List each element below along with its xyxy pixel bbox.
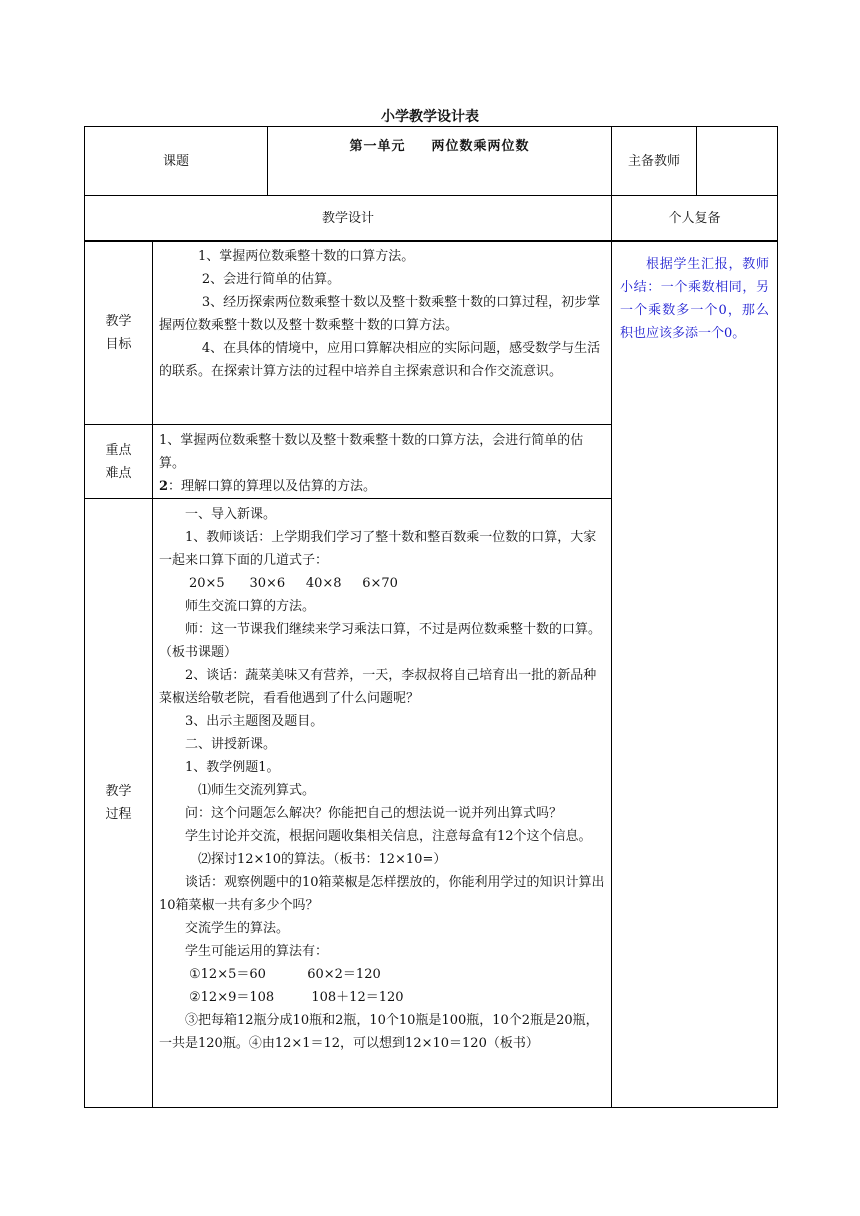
goal-item: 1、掌握两位数乘整十数的口算方法。 [198, 249, 415, 264]
document-title: 小学教学设计表 [381, 109, 479, 125]
process-line: 2、谈话：蔬菜美味又有营养，一天，李叔叔将自己培育出一批的新品种菜椒送给敬老院，看看他遇到了什么问题呢？ [159, 668, 597, 706]
key-points-content [153, 425, 612, 499]
process-line: 20×5 30×6 40×8 6×70 [189, 576, 398, 591]
process-line: 3、出示主题图及题目。 [185, 714, 324, 729]
key-point-item: 1、掌握两位数乘整十数以及整十数乘整十数的口算方法，会进行简单的估算。 [159, 433, 584, 471]
key-points-label: 重点 难点 [85, 425, 153, 499]
process-line: 一、导入新课。 [185, 507, 277, 522]
lead-teacher-value [697, 127, 778, 196]
personal-review-header: 个人复备 [612, 196, 778, 242]
process-line: 交流学生的算法。 [185, 921, 290, 936]
process-line: 师：这一节课我们继续来学习乘法口算，不过是两位数乘整十数的口算。（板书课题） [159, 622, 602, 660]
key-point-item: 2：理解口算的算理以及估算的方法。 [159, 479, 377, 494]
process-line: 1、教学例题1。 [185, 760, 280, 775]
process-line: 二、讲授新课。 [185, 737, 277, 752]
process-label: 教学 过程 [85, 499, 153, 1108]
unit-title: 第一单元 两位数乘两位数 [268, 127, 612, 196]
process-line: ②12×9＝108 108＋12＝120 [189, 990, 404, 1005]
process-line: 师生交流口算的方法。 [185, 599, 316, 614]
goal-item: 3、经历探索两位数乘整十数以及整十数乘整十数的口算过程，初步掌握两位数乘整十数以及整十数乘整十数的口算方法。 [159, 295, 601, 333]
process-line: 1、教师谈话：上学期我们学习了整十数和整百数乘一位数的口算，大家一起来口算下面的几道式子： [159, 530, 597, 568]
process-line: 问：这个问题怎么解决？你能把自己的想法说一说并列出算式吗？ [185, 806, 563, 821]
goals-label: 教学 目标 [85, 241, 153, 425]
goals-content [153, 241, 612, 425]
process-content [153, 499, 612, 1108]
personal-review-note: 根据学生汇报，教师小结：一个乘数相同，另一个乘数多一个0，那么积也应该多添一个0。 [612, 241, 778, 1108]
goal-item: 4、在具体的情境中，应用口算解决相应的实际问题，感受数学与生活的联系。在探索计算方法的过程中培养自主探索意识和合作交流意识。 [159, 341, 601, 379]
process-line: 谈话：观察例题中的10箱菜椒是怎样摆放的，你能利用学过的知识计算出10箱菜椒一共有多少个吗？ [159, 875, 605, 913]
lead-teacher-label: 主备教师 [612, 127, 697, 196]
lesson-body-table [84, 240, 778, 1108]
teaching-design-header: 教学设计 [85, 196, 612, 242]
process-line: 学生讨论并交流，根据问题收集相关信息，注意每盒有12个这个信息。 [185, 829, 592, 844]
process-line: 学生可能运用的算法有： [185, 944, 329, 959]
process-line: ⑵探讨12×10的算法。（板书：12×10=） [198, 852, 447, 867]
lesson-plan-table [84, 126, 778, 242]
process-line: ③把每箱12瓶分成10瓶和2瓶，10个10瓶是100瓶，10个2瓶是20瓶，一共是120瓶。④由12×1＝12，可以想到12×10＝120（板书） [159, 1013, 599, 1051]
goal-item: 2、会进行简单的估算。 [201, 272, 341, 287]
process-line: ⑴师生交流列算式。 [198, 783, 316, 798]
topic-label: 课题 [85, 127, 268, 196]
process-line: ①12×5＝60 60×2＝120 [189, 967, 381, 982]
